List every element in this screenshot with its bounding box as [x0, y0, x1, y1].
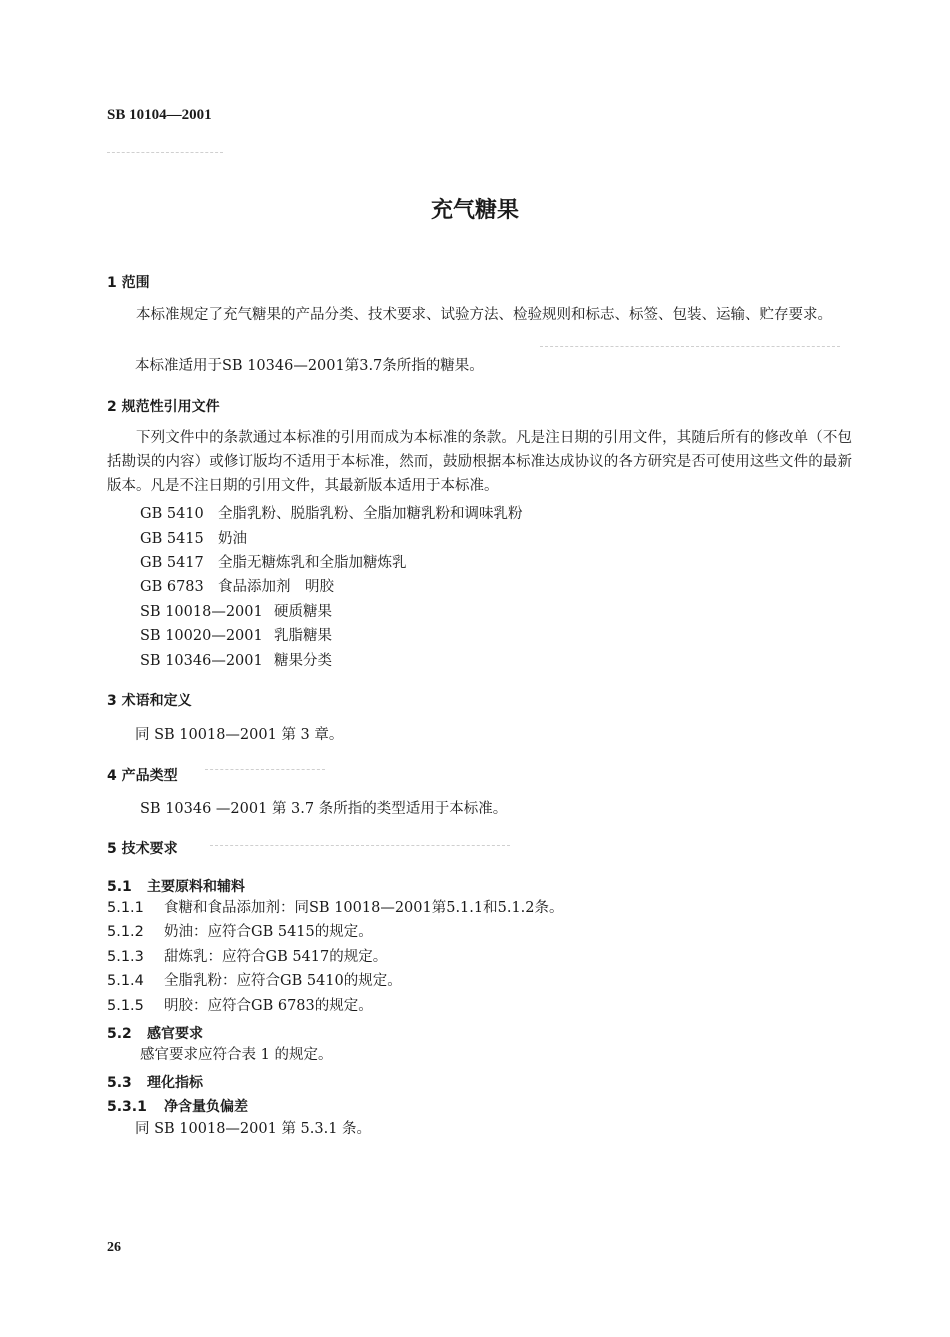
section-4-heading: 4 产品类型 — [107, 768, 178, 784]
clause-text: 奶油：应符合GB 5415的规定。 — [164, 924, 373, 940]
clause-item — [107, 994, 373, 1018]
reference-code: SB 10020—2001 — [140, 628, 263, 644]
subsection-5-3-1-heading — [107, 1096, 248, 1116]
clause-number: 5.1.4 — [107, 973, 144, 989]
section-2-paragraph: 下列文件中的条款通过本标准的引用而成为本标准的条款。凡是注日期的引用文件，其随后所有的修改单（不包括勘误的内容）或修订版均不适用于本标准，然而，鼓励根据本标准达成协议的各方研究是否可使用这些文件的最新版本。凡是不注日期的引用文件，其最新版本适用于本标准。 — [107, 430, 852, 494]
reference-name: 食品添加剂 明胶 — [218, 579, 334, 595]
reference-item — [140, 502, 523, 526]
reference-item — [140, 649, 332, 673]
subsection-5-3-1-text: 同 SB 10018—2001 第 5.3.1 条。 — [135, 1121, 372, 1137]
clause-item — [107, 945, 387, 969]
section-1-scope-note: 本标准适用于SB 10346—2001第3.7条所指的糖果。 — [135, 358, 484, 374]
reference-name: 奶油 — [218, 531, 247, 547]
page-number: 26 — [107, 1240, 121, 1255]
subsection-5-2-text: 感官要求应符合表 1 的规定。 — [140, 1047, 333, 1063]
reference-item — [140, 575, 334, 599]
clause-text: 全脂乳粉：应符合GB 5410的规定。 — [164, 973, 402, 989]
section-2-heading: 2 规范性引用文件 — [107, 399, 220, 415]
subsection-title: 理化指标 — [147, 1075, 203, 1091]
reference-code: SB 10346—2001 — [140, 653, 263, 669]
scan-artifact — [210, 845, 510, 846]
clause-text: 明胶：应符合GB 6783的规定。 — [164, 998, 373, 1014]
section-3-text: 同 SB 10018—2001 第 3 章。 — [135, 727, 344, 743]
scan-artifact — [540, 346, 840, 347]
reference-name: 全脂无糖炼乳和全脂加糖炼乳 — [218, 555, 407, 571]
reference-name: 乳脂糖果 — [274, 628, 332, 644]
section-4-text: SB 10346 —2001 第 3.7 条所指的类型适用于本标准。 — [140, 801, 508, 817]
subsection-title: 感官要求 — [147, 1026, 203, 1042]
header-divider — [107, 152, 223, 153]
clause-text: 食糖和食品添加剂：同SB 10018—2001第5.1.1和5.1.2条。 — [164, 900, 564, 916]
standard-code: SB 10104—2001 — [107, 107, 212, 123]
subsection-title: 主要原料和辅料 — [147, 879, 245, 895]
clause-number: 5.1.3 — [107, 949, 144, 965]
reference-code: GB 5410 — [140, 506, 204, 522]
subsection-title: 净含量负偏差 — [164, 1099, 248, 1115]
clause-number: 5.1.5 — [107, 998, 144, 1014]
reference-item — [140, 527, 247, 551]
reference-name: 糖果分类 — [274, 653, 332, 669]
reference-item — [140, 600, 332, 624]
document-title: 充气糖果 — [430, 198, 519, 223]
reference-name: 硬质糖果 — [274, 604, 332, 620]
reference-name: 全脂乳粉、脱脂乳粉、全脂加糖乳粉和调味乳粉 — [218, 506, 523, 522]
reference-code: GB 5417 — [140, 555, 204, 571]
subsection-number: 5.3.1 — [107, 1099, 147, 1115]
subsection-number: 5.3 — [107, 1075, 132, 1091]
reference-code: SB 10018—2001 — [140, 604, 263, 620]
section-5-heading: 5 技术要求 — [107, 841, 178, 857]
clause-number: 5.1.2 — [107, 924, 144, 940]
subsection-number: 5.2 — [107, 1026, 132, 1042]
clause-number: 5.1.1 — [107, 900, 144, 916]
reference-code: GB 5415 — [140, 531, 204, 547]
clause-item — [107, 896, 564, 920]
reference-item — [140, 551, 407, 575]
subsection-number: 5.1 — [107, 879, 132, 895]
section-3-heading: 3 术语和定义 — [107, 693, 192, 709]
subsection-5-3-heading — [107, 1072, 203, 1092]
scan-artifact — [205, 769, 325, 770]
section-1-heading: 1 范围 — [107, 275, 150, 291]
clause-text: 甜炼乳：应符合GB 5417的规定。 — [164, 949, 388, 965]
section-1-paragraph: 本标准规定了充气糖果的产品分类、技术要求、试验方法、检验规则和标志、标签、包装、运输、贮存要求。 — [136, 307, 832, 323]
clause-item — [107, 920, 373, 944]
clause-item — [107, 969, 402, 993]
subsection-5-2-heading — [107, 1023, 203, 1043]
reference-code: GB 6783 — [140, 579, 204, 595]
subsection-5-1-heading — [107, 876, 245, 896]
reference-item — [140, 624, 332, 648]
